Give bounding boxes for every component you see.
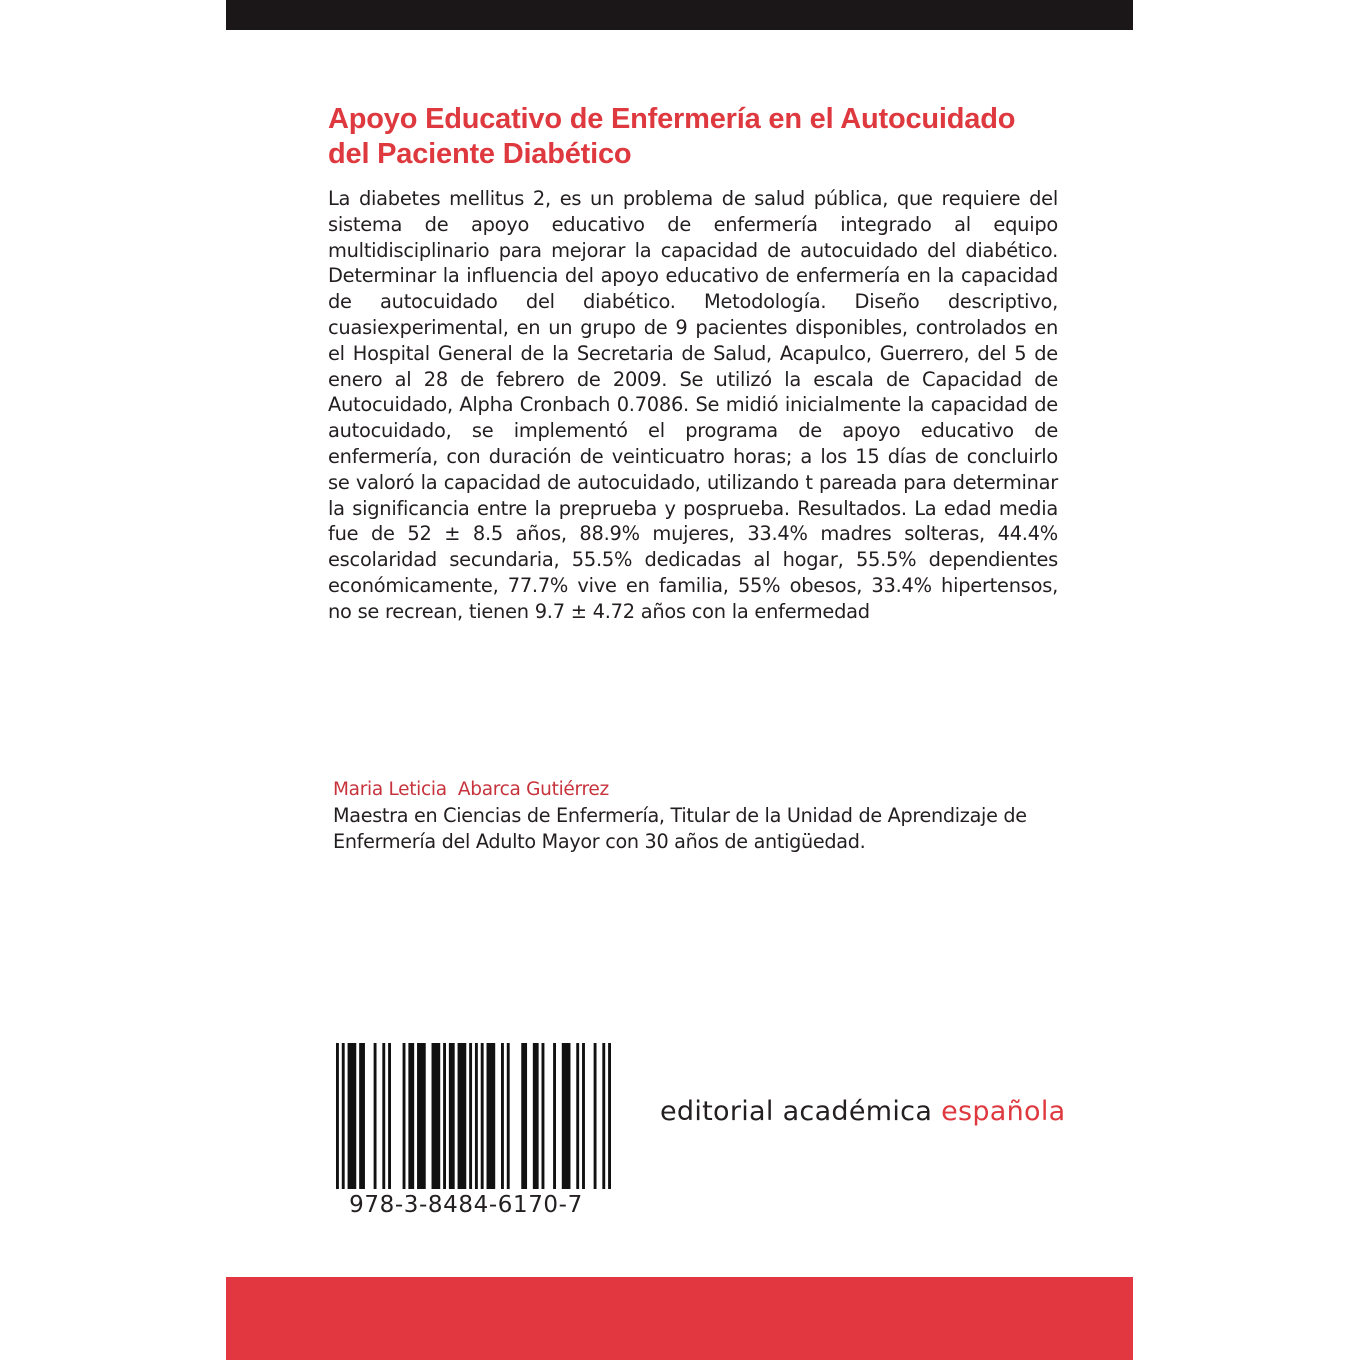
barcode-bar [521, 1043, 527, 1189]
isbn-number: 978-3-8484-6170-7 [349, 1192, 583, 1218]
barcode-bar [342, 1043, 345, 1189]
barcode-bar [501, 1043, 504, 1189]
book-abstract: La diabetes mellitus 2, es un problema de salud pública, que requiere del sistema de apoyo educativo de enfermería integrado al equipo multidisciplinario para mejorar la capacidad de autocuidado del diabético. Determinar la influencia del apoyo educativo de enfermería en la capacidad de autocuidado del diabético. Metodología. Diseño descriptivo, cuasiexperimental, en un grupo de 9 pacientes disponibles, controlados en el Hospital General de la Secretaria de Salud, Acapulco, Guerrero, del 5 de enero al 28 de febrero de 2009. Se utilizó la escala de Capacidad de Autocuidado, Alpha Cronbach 0.7086. Se midió inicialmente la capacidad de autocuidado, se implementó el programa de apoyo educativo de enfermería, con duración de veinticuatro horas; a los 15 días de concluirlo se valoró la capacidad de autocuidado, utilizando t pareada para determinar la significancia entre la preprueba y posprueba. Resultados. La edad media fue de 52 ± 8.5 años, 88.9% mujeres, 33.4% madres solteras, 44.4% escolaridad secundaria, 55.5% dedicadas al hogar, 55.5% dependientes económicamente, 77.7% vive en familia, 55% obesos, 33.4% hipertensos, no se recrean, tienen 9.7 ± 4.72 años con la enfermedad [328, 187, 1058, 623]
barcode-bar [443, 1043, 446, 1189]
barcode-bar [336, 1043, 339, 1189]
barcode-bar [507, 1043, 510, 1189]
barcode-bar [553, 1043, 556, 1189]
barcode-bar [487, 1043, 496, 1189]
barcode-bar [359, 1043, 365, 1189]
barcode-bar [533, 1043, 539, 1189]
barcode-bar [608, 1043, 611, 1189]
barcode-bar [449, 1043, 455, 1189]
barcode-bar [469, 1043, 472, 1189]
barcode-bar [481, 1043, 484, 1189]
bottom-color-bar [226, 1277, 1133, 1360]
barcode-bar [403, 1043, 406, 1189]
author-bio: Maestra en Ciencias de Enfermería, Titular de la Unidad de Aprendizaje de Enfermería del Adulto Mayor con 30 años de antigüedad. [333, 804, 1027, 853]
isbn-barcode [336, 1043, 611, 1189]
barcode-bar [594, 1043, 597, 1189]
barcode-bar [582, 1043, 585, 1189]
barcode-bar [576, 1043, 579, 1189]
author-name: Maria Leticia Abarca Gutiérrez [333, 779, 609, 800]
barcode-bar [417, 1043, 426, 1189]
top-color-bar [226, 0, 1133, 30]
barcode-bar [348, 1043, 357, 1189]
publisher-logo [660, 1094, 1066, 1130]
barcode-bar [432, 1043, 441, 1189]
publisher-name: editorial académica [660, 1096, 933, 1127]
book-title: Apoyo Educativo de Enfermería en el Autocuidado del Paciente Diabético [328, 103, 1016, 170]
barcode-bar [602, 1043, 605, 1189]
barcode-bar [382, 1043, 385, 1189]
barcode-bar [388, 1043, 391, 1189]
barcode-bar [374, 1043, 377, 1189]
barcode-bar [475, 1043, 478, 1189]
barcode-bar [542, 1043, 545, 1189]
barcode-bar [458, 1043, 467, 1189]
barcode-bar [562, 1043, 571, 1189]
publisher-name-accent: española [941, 1096, 1066, 1127]
barcode-bar [408, 1043, 414, 1189]
